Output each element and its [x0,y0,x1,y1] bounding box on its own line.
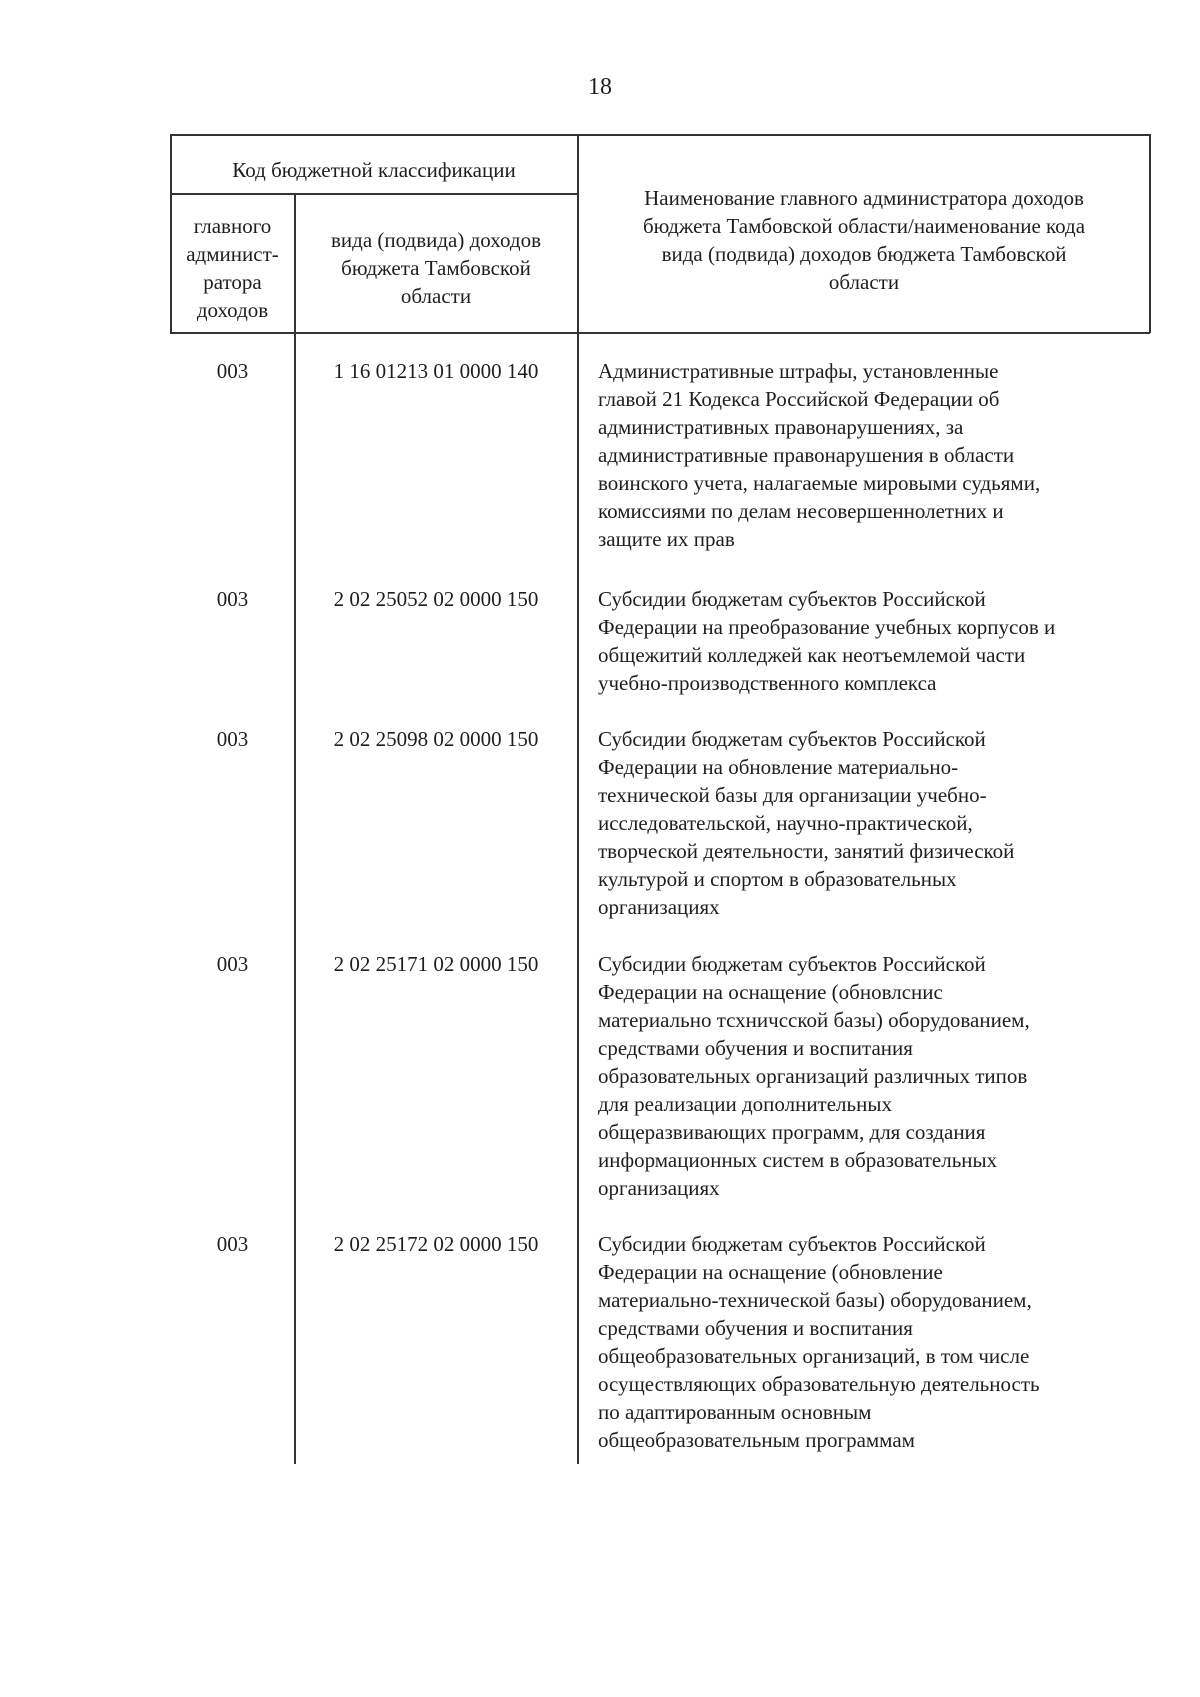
admin-code: 003 [216,727,249,751]
budget-code: 2 02 25171 02 0000 150 [333,952,539,976]
header-code-column: вида (подвида) доходов бюджета Тамбовской области [331,228,541,308]
budget-code: 2 02 25098 02 0000 150 [333,727,539,751]
income-name: Субсидии бюджетам субъектов Российской Федерации на преобразование учебных корпусов и общежитий колледжей как неотъемлемой части учебно-производственного комплекса [598,587,1056,695]
header-right-border [1149,134,1151,333]
header-name-column: Наименование главного администратора доходов бюджета Тамбовской области/наименование кода вида (подвида) доходов бюджета Тамбовской области [642,186,1086,294]
table-top-border [170,134,1150,136]
budget-code: 1 16 01213 01 0000 140 [333,359,539,383]
budget-code: 2 02 25172 02 0000 150 [333,1232,539,1256]
admin-code: 003 [216,359,249,383]
budget-code: 2 02 25052 02 0000 150 [333,587,539,611]
income-name: Административные штрафы, установленные главой 21 Кодекса Российской Федерации об административных правонарушениях, за административные правонарушения в области воинского учета, налагаемые мировыми судьями, комиссиями по делам несовершеннолетних и защите их прав [598,359,1041,551]
admin-code: 003 [216,1232,249,1256]
header-admin-column: главного админист- ратора доходов [186,214,279,322]
income-name: Субсидии бюджетам субъектов Российской Федерации на обновление материально- технической базы для организации учебно- исследовательской, научно-практической, творческой деятельности, занятий физической культурой и спортом в образовательных организациях [598,727,1015,919]
admin-code: 003 [216,587,249,611]
income-name: Субсидии бюджетам субъектов Российской Федерации на оснащение (обновлснис материально тсхничсской базы) оборудованием, средствами обучения и воспитания образовательных организаций различных типов для реализации дополнительных общеразвивающих программ, для создания информационных систем в образовательных организациях [598,952,1030,1200]
income-name: Субсидии бюджетам субъектов Российской Федерации на оснащение (обновление материально-технической базы) оборудованием, средствами обучения и воспитания общеобразовательных организаций, в том числе осуществляющих образовательную деятельность по адаптированным основным общеобразовательным программам [598,1232,1040,1452]
header-group-label: Код бюджетной классификации [232,158,516,182]
column-divider-2 [577,134,579,1464]
group-divider [170,193,578,195]
header-bottom-border [170,332,1150,334]
page-number: 18 [588,74,612,100]
admin-code: 003 [216,952,249,976]
